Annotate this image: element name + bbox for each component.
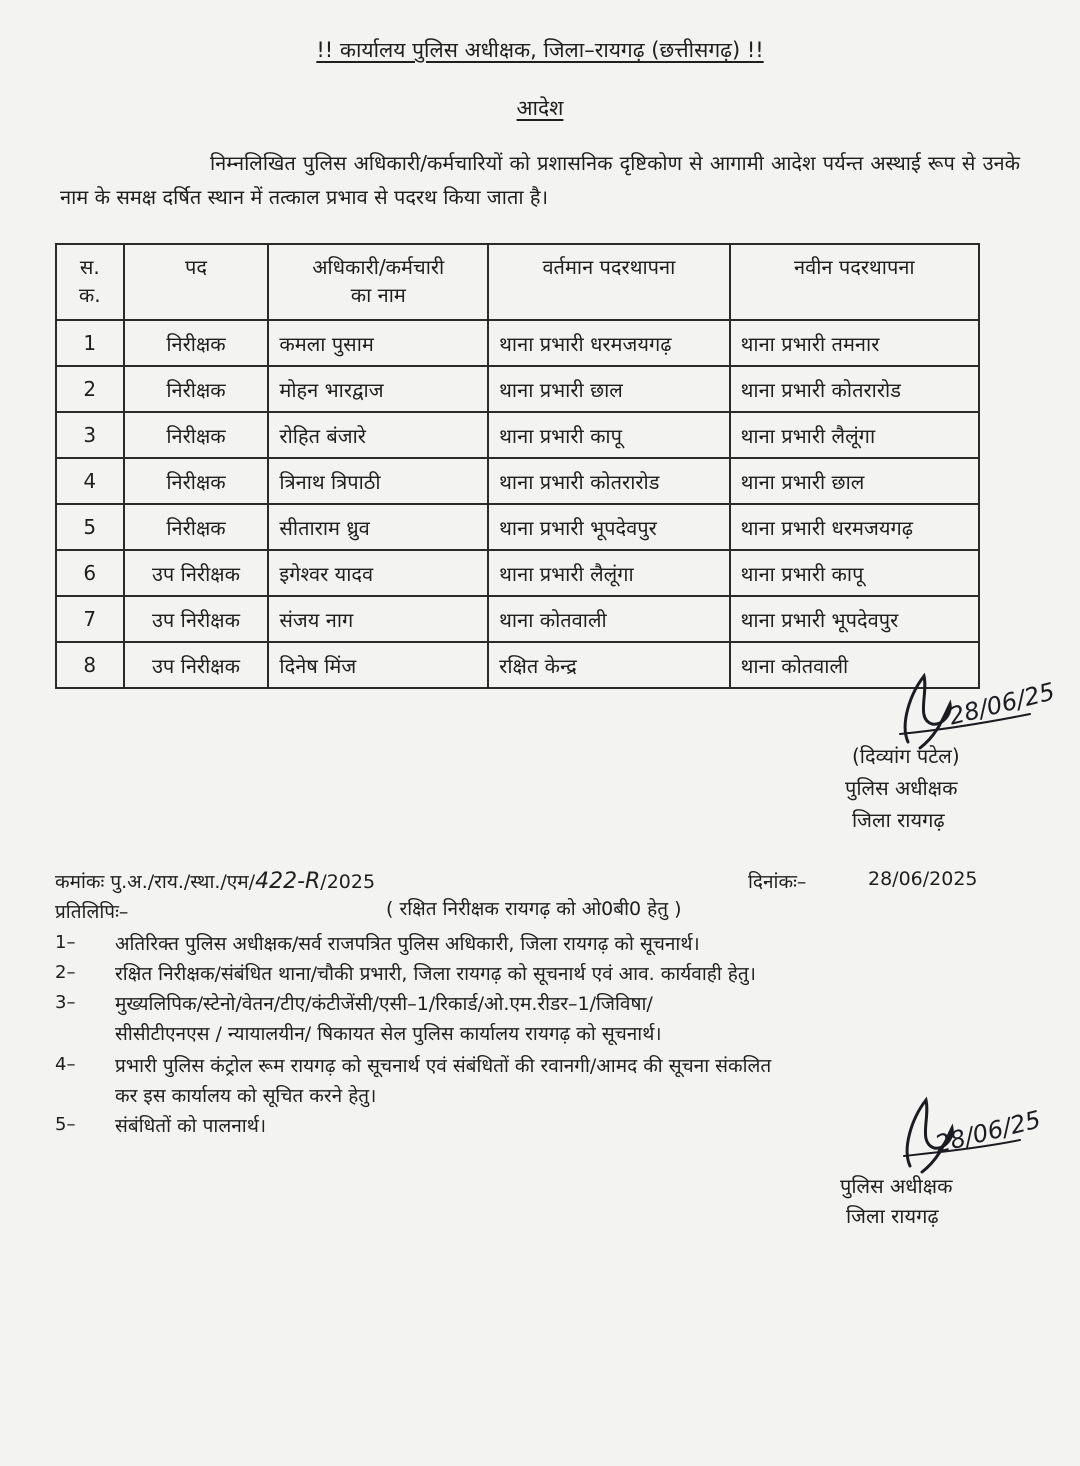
cell-post: निरीक्षक [124, 366, 269, 412]
copy-item-text: संबंधितों को पालनार्थ। [115, 1115, 267, 1137]
cell-current-posting: थाना प्रभारी कापू [488, 412, 729, 458]
order-intro-paragraph: निम्नलिखित पुलिस अधिकारी/कर्मचारियों को प्रशासनिक दृष्टिकोण से आगामी आदेश पर्यन्त अस्थाई रूप से उनके नाम के समक्ष दर्षित स्थान में तत्काल प्रभाव से पदरथ किया जाता है। [60, 151, 1020, 209]
cell-post: निरीक्षक [124, 458, 269, 504]
table-row [56, 596, 979, 642]
cell-name: त्रिनाथ त्रिपाठी [268, 458, 488, 504]
cell-current-posting: थाना प्रभारी भूपदेवपुर [488, 504, 729, 550]
cell-sn: 4 [56, 458, 124, 504]
date-label: दिनांकः– [748, 871, 807, 893]
reference-number-handwritten: 422-R [255, 869, 321, 894]
reference-suffix: /2025 [320, 871, 376, 893]
copy-item-text: प्रभारी पुलिस कंट्रोल रूम रायगढ़ को सूचनार्थ एवं संबंधितों की रवानगी/आमद की सूचना संकलित [115, 1055, 772, 1077]
col-header-sn-line2: क. [78, 283, 101, 307]
col-header-new: नवीन पदरथापना [730, 244, 979, 320]
cell-sn: 7 [56, 596, 124, 642]
table-header-row [56, 244, 979, 320]
cell-new-posting: थाना प्रभारी धरमजयगढ़ [730, 504, 979, 550]
copy-item-number: 2– [55, 962, 76, 983]
table-row [56, 320, 979, 366]
cell-sn: 5 [56, 504, 124, 550]
cell-post: निरीक्षक [124, 320, 269, 366]
cell-post: निरीक्षक [124, 504, 269, 550]
copy-item-text: सीसीटीएनएस / न्यायालयीन/ षिकायत सेल पुलिस कार्यालय रायगढ़ को सूचनार्थ। [115, 1023, 662, 1045]
cell-name: कमला पुसाम [268, 320, 488, 366]
table-row [56, 412, 979, 458]
cell-name: दिनेष मिंज [268, 642, 488, 688]
cell-current-posting: रक्षित केन्द्र [488, 642, 729, 688]
cell-sn: 1 [56, 320, 124, 366]
cell-current-posting: थाना प्रभारी लैलूंगा [488, 550, 729, 596]
transfer-table [55, 243, 980, 689]
cell-current-posting: थाना कोतवाली [488, 596, 729, 642]
signatory-2-district: जिला रायगढ़ [846, 1204, 939, 1228]
table-row [56, 550, 979, 596]
signatory-2-designation: पुलिस अधीक्षक [840, 1174, 953, 1198]
cell-sn: 8 [56, 642, 124, 688]
cell-post: उप निरीक्षक [124, 550, 269, 596]
col-header-post: पद [124, 244, 269, 320]
cell-sn: 2 [56, 366, 124, 412]
copy-label: प्रतिलिपिः– [55, 901, 129, 923]
reference-prefix: कमांकः पु.अ./राय./स्था./एम/ [55, 871, 256, 893]
copy-item-number: 5– [55, 1114, 76, 1135]
col-header-current: वर्तमान पदरथापना [488, 244, 729, 320]
cell-name: सीताराम ध्रुव [268, 504, 488, 550]
col-header-sn-line1: स. [79, 255, 100, 279]
signatory-district: जिला रायगढ़ [852, 808, 945, 832]
col-header-name-line1: अधिकारी/कर्मचारी [312, 255, 445, 279]
table-row [56, 504, 979, 550]
col-header-sn [56, 244, 124, 320]
cell-current-posting: थाना प्रभारी कोतरारोड [488, 458, 729, 504]
table-row [56, 642, 979, 688]
copy-item-number: 1– [55, 932, 76, 953]
table-body [56, 320, 979, 688]
cell-current-posting: थाना प्रभारी धरमजयगढ़ [488, 320, 729, 366]
cell-name: मोहन भारद्वाज [268, 366, 488, 412]
table-row [56, 458, 979, 504]
cell-name: रोहित बंजारे [268, 412, 488, 458]
cell-post: निरीक्षक [124, 412, 269, 458]
copy-note: ( रक्षित निरीक्षक रायगढ़ को ओ0बी0 हेतु ) [386, 898, 682, 920]
table-row [56, 366, 979, 412]
cell-post: उप निरीक्षक [124, 596, 269, 642]
copy-item-text: अतिरिक्त पुलिस अधीक्षक/सर्व राजपत्रित पुलिस अधिकारी, जिला रायगढ़ को सूचनार्थ। [115, 933, 700, 955]
copy-item-text: कर इस कार्यालय को सूचित करने हेतु। [115, 1085, 377, 1107]
copy-item-number: 3– [55, 992, 76, 1013]
reference-number-line [55, 868, 375, 894]
cell-new-posting: थाना प्रभारी भूपदेवपुर [730, 596, 979, 642]
cell-sn: 3 [56, 412, 124, 458]
order-title: आदेश [516, 96, 564, 120]
cell-post: उप निरीक्षक [124, 642, 269, 688]
cell-new-posting: थाना प्रभारी कोतरारोड [730, 366, 979, 412]
signature-2-date: 28/06/25 [932, 1105, 1044, 1159]
cell-name: संजय नाग [268, 596, 488, 642]
office-header-text: !! कार्यालय पुलिस अधीक्षक, जिला–रायगढ़ (छत्तीसगढ़) !! [316, 38, 764, 62]
cell-current-posting: थाना प्रभारी छाल [488, 366, 729, 412]
copy-item-text: रक्षित निरीक्षक/संबंधित थाना/चौकी प्रभारी, जिला रायगढ़ को सूचनार्थ एवं आव. कार्यवाही हेतु। [115, 963, 756, 985]
office-header [0, 36, 1080, 64]
copy-item-text: मुख्यलिपिक/स्टेनो/वेतन/टीए/कंटीजेंसी/एसी–1/रिकार्ड/ओ.एम.रीडर–1/जिविषा/ [115, 993, 653, 1015]
signatory-designation: पुलिस अधीक्षक [845, 776, 958, 800]
col-header-name [268, 244, 488, 320]
date-value: 28/06/2025 [868, 868, 978, 890]
signatory-name: (दिव्यांग पटेल) [852, 744, 960, 768]
cell-new-posting: थाना कोतवाली [730, 642, 979, 688]
cell-name: इगेश्वर यादव [268, 550, 488, 596]
copy-item-number: 4– [55, 1054, 76, 1075]
signature-1-date: 28/06/25 [946, 677, 1058, 731]
cell-new-posting: थाना प्रभारी लैलूंगा [730, 412, 979, 458]
cell-new-posting: थाना प्रभारी छाल [730, 458, 979, 504]
cell-new-posting: थाना प्रभारी कापू [730, 550, 979, 596]
cell-sn: 6 [56, 550, 124, 596]
cell-new-posting: थाना प्रभारी तमनार [730, 320, 979, 366]
col-header-name-line2: का नाम [350, 283, 406, 307]
